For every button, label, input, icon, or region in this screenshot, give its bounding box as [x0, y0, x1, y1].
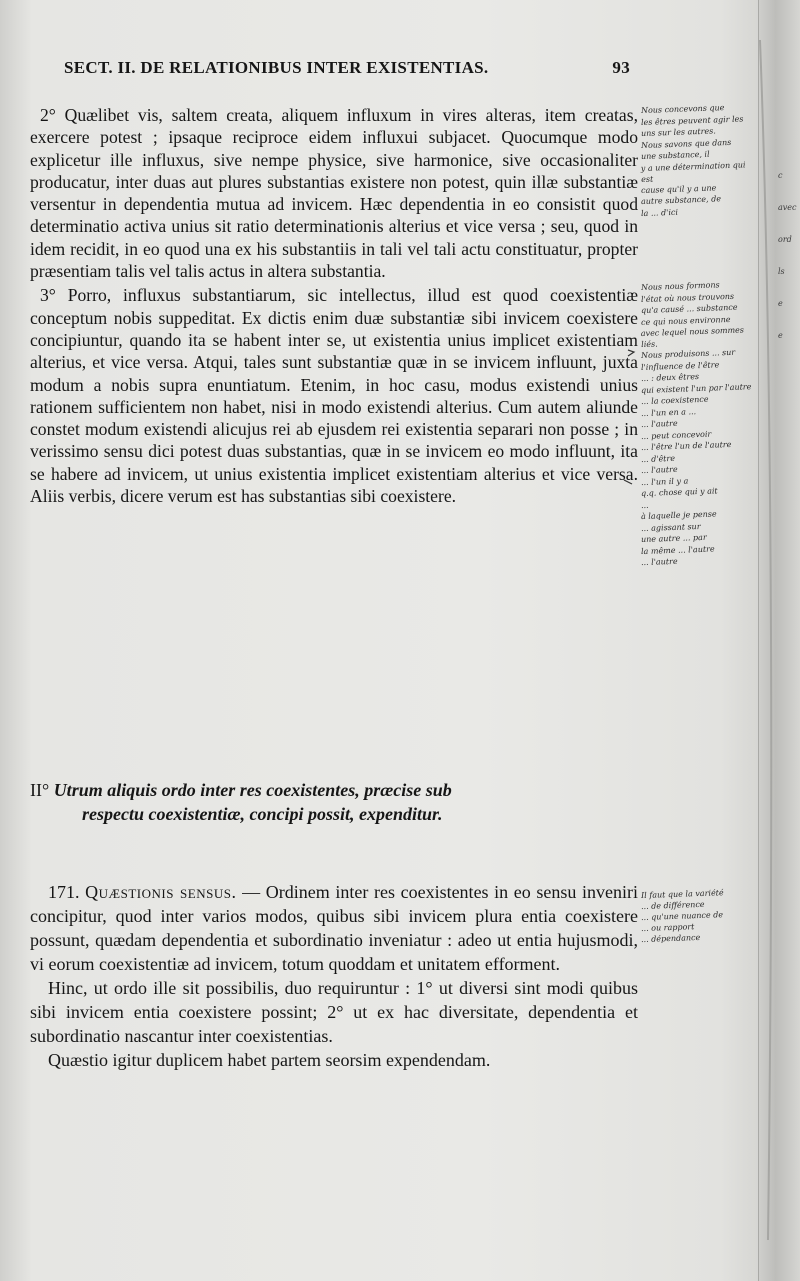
margin-note: q.q. chose qui y ait [640, 486, 718, 499]
margin-note: ... ou rapport [640, 922, 695, 934]
margin-note: ... l'autre [640, 556, 678, 568]
margin-note: ... de différence [640, 899, 705, 912]
article-number: 171. [48, 882, 80, 902]
margin-note: Il faut que la variété [640, 888, 724, 901]
margin-note: ... agissant sur [640, 521, 701, 533]
edge-note: ls [778, 267, 785, 276]
margin-note: y a une détermination qui est [640, 159, 746, 184]
margin-note: Nous concevons que [640, 103, 725, 116]
margin-note: ... l'un il y a [640, 475, 689, 487]
margin-note: ... l'autre [640, 464, 678, 476]
margin-note: autre substance, de [640, 194, 722, 207]
margin-note: ... qu'une nuance de [640, 910, 724, 923]
heading-number: II° [30, 780, 50, 800]
pen-mark [628, 350, 634, 356]
heading-line-2: respectu coexistentiæ, concipi possit, expenditur. [82, 804, 443, 824]
edge-note: e [778, 299, 783, 308]
margin-note: la même ... l'autre [640, 543, 715, 556]
article-paragraph-2: Hinc, ut ordo ille sit possibilis, duo requiruntur : 1° ut diversi sint modi quibus sibi invicem entia coexistere possint; 2° ut ex hac diversitate, dependentia et subordinatio nascantur inter coexistentias. [30, 978, 638, 1046]
margin-note: les êtres peuvent agir les [640, 113, 744, 127]
margin-note: à laquelle je pense [640, 509, 717, 522]
margin-note: la ... d'ici [640, 207, 679, 218]
article-paragraph-3: Quæstio igitur duplicem habet partem seorsim expendendam. [48, 1050, 491, 1070]
edge-note: e [778, 331, 783, 340]
margin-note: ... l'être l'un de l'autre [640, 439, 732, 453]
article-dash: — [242, 882, 261, 902]
margin-note: Nous savons que dans [640, 137, 732, 150]
heading-line-1: Utrum aliquis ordo inter res coexistentes, præcise sub [53, 780, 452, 800]
margin-note: avec lequel nous sommes liés. [640, 325, 745, 349]
margin-note: cause qu'il y a une [640, 182, 717, 195]
section-title: SECT. II. DE RELATIONIBUS INTER EXISTENTIAS. [64, 58, 489, 77]
edge-note: ord [778, 235, 792, 244]
margin-note: ... la coexistence [640, 394, 709, 407]
margin-note: qu'a causé ... substance [640, 302, 738, 316]
pen-mark [624, 480, 632, 484]
page-curl-line [760, 40, 771, 1240]
paragraph-3: 3° Porro, influxus substantiarum, sic intellectus, illud est quod coexistentiæ conceptum nobis suppeditat. Ex dictis enim duæ substantiæ sibi invicem coexistere concipiuntur, quando ita se habent inter se, ut existentia unius implicet existentiam alterius, et vice versa. Atqui, tales sunt substantiæ quæ in se invicem influunt, juxta modum a nobis supra enuntiatum. Etenim, in hoc casu, modus existendi unius rationem sufficientem non habet, nisi in modo existendi alterius. Cum autem aliunde constet modum existendi alicujus rei ab ejusdem rei existentia separari non posse ; in verissimo sensu dici potest duas substantias, quæ in se invicem eo modo influunt, ita se habere ad invicem, ut unius existentia implicet existentiam alterius et vice versa. Aliis verbis, dicere verum est has substantias sibi coexistere. [30, 285, 638, 507]
article-text-1: Ordinem inter res coexistentes in eo sensu inveniri concipitur, quod inter varios modos, quibus sibi invicem plura entia coexistere possunt, quædam dependentia et subordinatio inveniatur : adeo ut entia hujusmodi, vi eorum coexistentiæ ad invicem, totum quoddam et unitatem efforment. [30, 882, 639, 974]
margin-note: ... dépendance [640, 932, 701, 945]
margin-note: ce qui nous environne [640, 314, 731, 327]
article-label: Quæstionis sensus. [85, 882, 237, 902]
margin-note: ... : deux êtres [640, 372, 700, 384]
margin-note: l'influence de l'être [640, 359, 720, 372]
margin-note: uns sur les autres. [640, 126, 716, 139]
page-number: 93 [612, 58, 630, 77]
margin-note: qui existent l'un par l'autre [640, 381, 752, 395]
margin-note: l'état où nous trouvons [640, 291, 735, 304]
paragraph-2: 2° Quælibet vis, saltem creata, aliquem influxum in vires alteras, item creatas, exercere potest ; ipsaque reciproce eidem influxui subjacet. Quocumque modo explicetur ille influxus, sive nempe physice, sive harmonice, sive occasionaliter producatur, inter duas aut plures substantias existere non potest, quin illæ substantiæ versentur in dependentia mutua ad invicem. Hæc dependentia in eo consistit quod determinatio activa unius sit ratio determinationis alterius et vice versa ; seu, quod in idem recidit, in eo quod una ex his substantiis in tali vel tali actu constituatur, propter præsentiam talis vel talis actus in altera substantia. [30, 105, 638, 282]
margin-note: une substance, il [640, 149, 710, 162]
margin-note: Nous nous formons [640, 280, 720, 293]
margin-note: ... d'être [640, 453, 676, 464]
margin-note: Nous produisons ... sur [640, 347, 736, 361]
margin-note: ... [640, 500, 649, 510]
margin-note: ... l'un en a ... [640, 406, 697, 418]
margin-note: une autre ... par [640, 532, 707, 545]
margin-note: ... l'autre [640, 418, 678, 430]
margin-note: ... peut concevoir [640, 429, 712, 441]
edge-note: c [778, 171, 783, 180]
edge-note: avec [778, 203, 797, 212]
